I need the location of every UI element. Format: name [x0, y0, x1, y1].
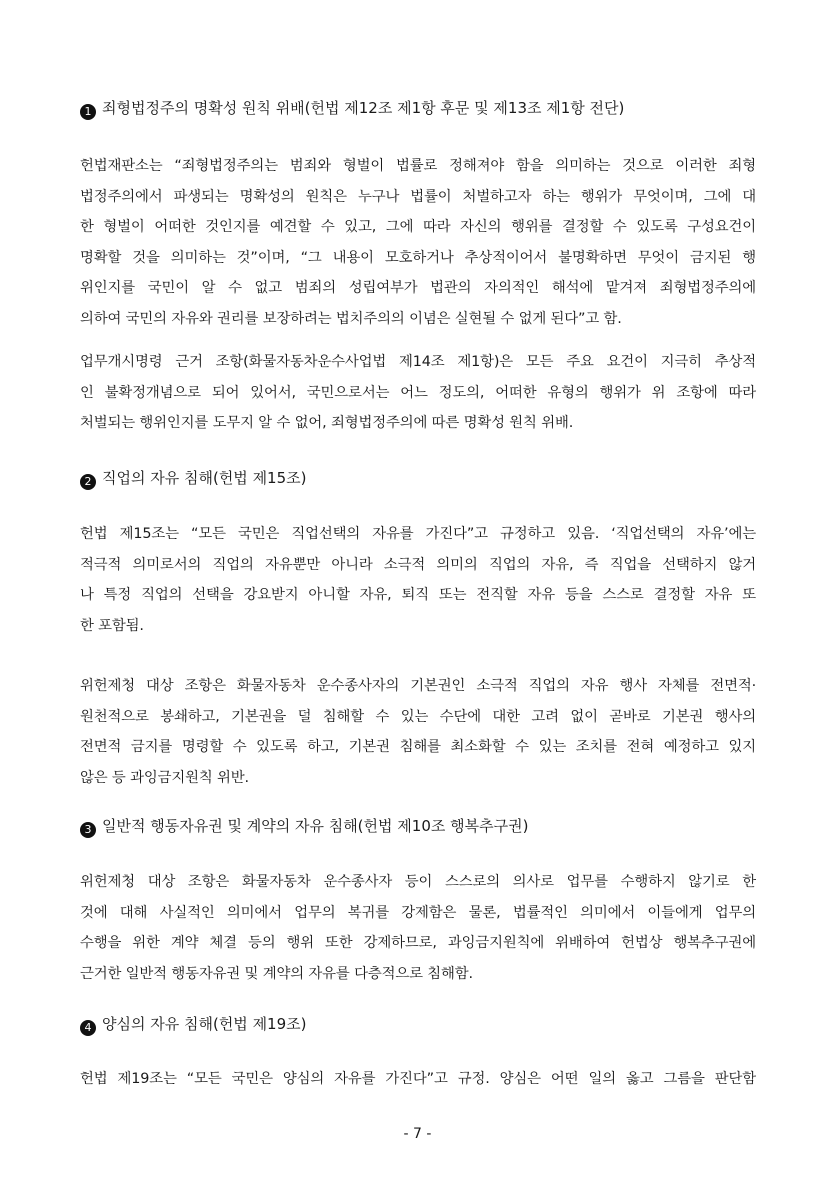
text-line: 원천적으로 봉쇄하고, 기본권을 덜 침해할 수 있는 수단에 대한 고려 없이 곧바로 기본권 행사의	[80, 708, 756, 725]
text-line: 근거한 일반적 행동자유권 및 계약의 자유를 다층적으로 침해함.	[80, 965, 473, 982]
text-line: 처벌되는 행위인지를 도무지 알 수 없어, 죄형법정주의에 따른 명확성 원칙 위배.	[80, 415, 574, 431]
paragraph-2-2	[80, 671, 756, 793]
section-number-badge: 3	[80, 822, 96, 838]
paragraph-2-1	[80, 519, 756, 641]
text-line: 헌법 제15조는 “모든 국민은 직업선택의 자유를 가진다”고 규정하고 있음. ‘직업선택의 자유’에는	[80, 526, 756, 542]
text-line: 않은 등 과잉금지원칙 위반.	[80, 769, 249, 786]
text-line: 인 불확정개념으로 되어 있어서, 국민으로서는 어느 정도의, 어떠한 유형의 행위가 위 조항에 따라	[80, 384, 756, 401]
text-line: 위헌제청 대상 조항은 화물자동차 운수종사자의 기본권인 소극적 직업의 자유 행사 자체를 전면적·	[80, 678, 756, 694]
section-heading-4	[80, 1013, 760, 1036]
section-heading-2	[80, 467, 760, 490]
text-line: 위헌제청 대상 조항은 화물자동차 운수종사자 등이 스스로의 의사로 업무를 수행하지 않기로 한	[80, 874, 756, 890]
page-number: - 7 -	[403, 1126, 432, 1142]
section-title: 양심의 자유 침해(헌법 제19조)	[102, 1015, 307, 1033]
text-line: 한 포함됨.	[80, 617, 144, 634]
paragraph-1-1	[80, 151, 756, 334]
text-line: 헌법재판소는 “죄형법정주의는 범죄와 형벌이 법률로 정해져야 함을 의미하는 것으로 이러한 죄형	[80, 158, 756, 174]
text-line: 한 형벌이 어떠한 것인지를 예견할 수 있고, 그에 따라 자신의 행위를 결정할 수 있도록 구성요건이	[80, 219, 756, 235]
text-line: 헌법 제19조는 “모든 국민은 양심의 자유를 가진다”고 규정. 양심은 어떤 일의 옳고 그름을 판단함	[80, 1071, 756, 1087]
section-title: 직업의 자유 침해(헌법 제15조)	[102, 469, 307, 487]
section-title: 일반적 행동자유권 및 계약의 자유 침해(헌법 제10조 행복추구권)	[102, 817, 529, 835]
text-line: 법정주의에서 파생되는 명확성의 원칙은 누구나 법률이 처벌하고자 하는 행위가 무엇이며, 그에 대	[80, 188, 756, 205]
text-line: 나 특정 직업의 선택을 강요받지 아니할 자유, 퇴직 또는 전직할 자유 등을 스스로 결정할 자유 또	[80, 587, 756, 603]
section-heading-1	[80, 97, 760, 120]
text-line: 적극적 의미로서의 직업의 자유뿐만 아니라 소극적 의미의 직업의 자유, 즉 직업을 선택하지 않거	[80, 556, 756, 573]
section-number-badge: 1	[80, 104, 96, 120]
text-line: 것에 대해 사실적인 의미에서 업무의 복귀를 강제함은 물론, 법률적인 의미에서 이들에게 업무의	[80, 904, 756, 921]
text-line: 수행을 위한 계약 체결 등의 행위 또한 강제하므로, 과잉금지원칙에 위배하여 헌법상 행복추구권에	[80, 935, 756, 951]
text-line: 업무개시명령 근거 조항(화물자동차운수사업법 제14조 제1항)은 모든 주요 요건이 지극히 추상적	[80, 354, 756, 370]
paragraph-3-1	[80, 867, 756, 989]
text-line: 전면적 금지를 명령할 수 있도록 하고, 기본권 침해를 최소화할 수 있는 조치를 전혀 예정하고 있지	[80, 739, 756, 755]
text-line: 의하여 국민의 자유와 권리를 보장하려는 법치주의의 이념은 실현될 수 없게 된다”고 함.	[80, 310, 622, 327]
section-number-badge: 4	[80, 1020, 96, 1036]
text-line: 위인지를 국민이 알 수 없고 범죄의 성립여부가 법관의 자의적인 해석에 맡겨져 죄형법정주의에	[80, 280, 756, 296]
section-heading-3	[80, 815, 760, 838]
section-number-badge: 2	[80, 474, 96, 490]
paragraph-4-1	[80, 1064, 756, 1095]
section-title: 죄형법정주의 명확성 원칙 위배(헌법 제12조 제1항 후문 및 제13조 제1항 전단)	[102, 99, 625, 117]
paragraph-1-2	[80, 347, 756, 439]
text-line: 명확할 것을 의미하는 것”이며, “그 내용이 모호하거나 추상적이어서 불명확하면 무엇이 금지된 행	[80, 249, 756, 266]
